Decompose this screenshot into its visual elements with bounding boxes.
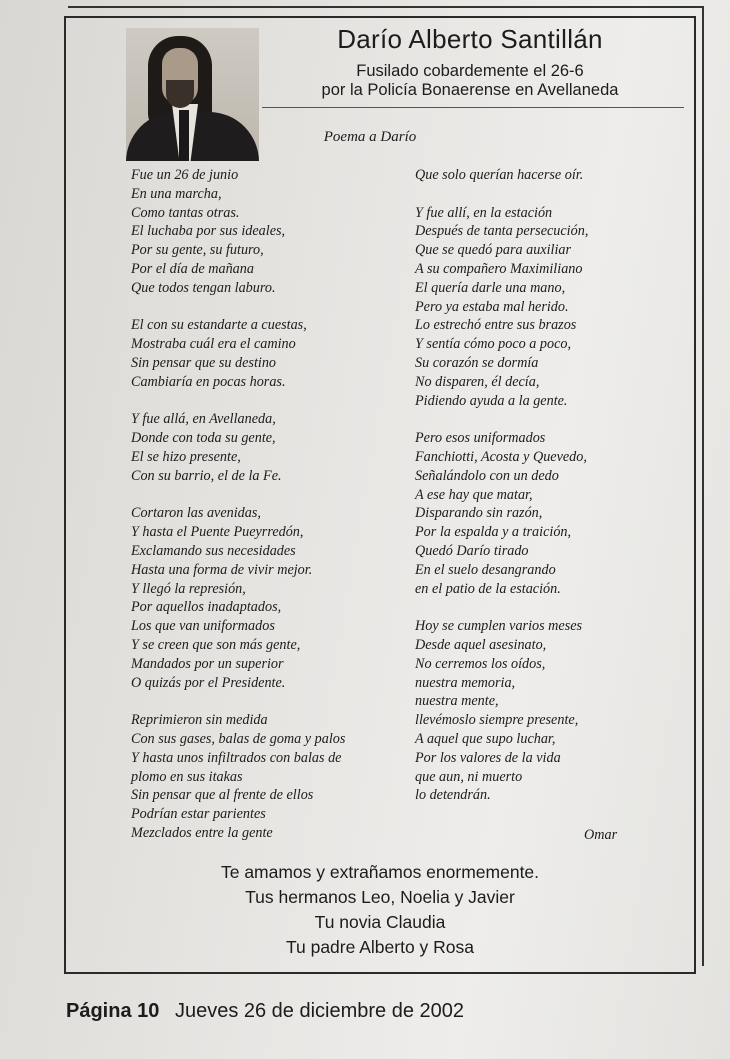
poem-line: Señalándolo con un dedo	[415, 467, 559, 484]
poem-line: Cortaron las avenidas,	[131, 505, 261, 522]
newspaper-brand: Página	[66, 1000, 132, 1022]
poem-line: Fue un 26 de junio	[131, 167, 239, 183]
poem-line: A su compañero Maximiliano	[415, 260, 583, 277]
poem-line: lo detendrán.	[415, 787, 491, 804]
poem-line: Mandados por un superior	[131, 655, 284, 672]
poem-line: A ese hay que matar,	[415, 486, 533, 503]
poem-line: plomo en sus itakas	[131, 768, 243, 785]
poem-line: Sin pensar que al frente de ellos	[131, 787, 314, 804]
poem-line: Por aquellos inadaptados,	[131, 599, 282, 616]
poem-signature: Omar	[584, 827, 618, 843]
poem-line: A aquel que supo luchar,	[415, 730, 556, 747]
poem-left-column	[131, 166, 411, 861]
right-rule	[702, 6, 704, 966]
poem-line: Donde con toda su gente,	[131, 430, 276, 447]
poem-stanza	[131, 504, 411, 692]
portrait-photo	[126, 28, 259, 161]
poem-line: Disparando sin razón,	[415, 505, 543, 522]
poem-line: Desde aquel asesinato,	[415, 636, 547, 653]
poem-line: Mezclados entre la gente	[131, 824, 273, 841]
header-divider	[262, 107, 684, 108]
poem-line: Con sus gases, balas de goma y palos	[131, 730, 346, 747]
poem-stanza	[415, 166, 675, 185]
poem-line: Por su gente, su futuro,	[131, 242, 264, 259]
poem-line: Los que van uniformados	[131, 618, 275, 635]
poem-line: Como tantas otras.	[131, 204, 240, 221]
poem-stanza	[415, 204, 675, 411]
poem-line: nuestra mente,	[415, 693, 499, 710]
poem-line: Pero ya estaba mal herido.	[415, 298, 569, 315]
poem-line: Que se quedó para auxiliar	[415, 242, 572, 259]
page-number: 10	[137, 1000, 160, 1022]
poem-line: en el patio de la estación.	[415, 580, 561, 597]
poem-line: Hoy se cumplen varios meses	[415, 618, 583, 635]
dedication-line: Te amamos y extrañamos enormemente.	[220, 862, 540, 882]
poem-line: El luchaba por sus ideales,	[131, 223, 286, 240]
poem-line: Pero esos uniformados	[415, 430, 546, 447]
poem-line: Después de tanta persecución,	[415, 223, 589, 240]
poem-title: Poema a Darío	[323, 129, 417, 145]
poem-line: Sin pensar que su destino	[131, 354, 277, 371]
poem-line: Con su barrio, el de la Fe.	[131, 467, 282, 484]
poem-line: Pidiendo ayuda a la gente.	[415, 392, 568, 409]
poem-line: En una marcha,	[131, 185, 222, 202]
dedication-line: Tus hermanos Leo, Noelia y Javier	[245, 887, 515, 907]
poem-line: Fanchiotti, Acosta y Quevedo,	[415, 448, 587, 465]
poem-line: Y se creen que son más gente,	[131, 636, 301, 653]
poem-stanza	[131, 166, 411, 298]
top-rule	[68, 6, 704, 8]
poem-line: llevémoslo siempre presente,	[415, 712, 579, 729]
poem-line: Hasta una forma de vivir mejor.	[131, 561, 313, 578]
page-footer	[66, 1000, 464, 1023]
poem-line: Que todos tengan laburo.	[131, 279, 276, 296]
poem-line: Mostraba cuál era el camino	[131, 336, 296, 353]
poem-line: Su corazón se dormía	[415, 354, 539, 371]
poem-line: Y fue allí, en la estación	[415, 204, 553, 221]
poem-line: Quedó Darío tirado	[415, 542, 529, 559]
poem-stanza	[415, 617, 675, 805]
poem-stanza	[131, 410, 411, 485]
poem-line: Por el día de mañana	[131, 260, 254, 277]
poem-line: Exclamando sus necesidades	[131, 542, 296, 559]
poem-stanza	[131, 316, 411, 391]
poem-line: Y llegó la represión,	[131, 580, 246, 597]
poem-line: El se hizo presente,	[131, 448, 241, 465]
poem-right-column	[415, 166, 675, 824]
poem-line: En el suelo desangrando	[415, 561, 556, 578]
poem-stanza	[131, 711, 411, 843]
poem-line: O quizás por el Presidente.	[131, 674, 286, 691]
dedication-line: Tu novia Claudia	[314, 912, 446, 932]
memorial-name: Darío Alberto Santillán	[337, 24, 603, 54]
poem-line: Lo estrechó entre sus brazos	[415, 317, 577, 334]
poem-line: No disparen, él decía,	[415, 373, 540, 390]
dedication-line: Tu padre Alberto y Rosa	[285, 937, 475, 957]
poem-line: Que solo querían hacerse oír.	[415, 167, 584, 183]
poem-line: Por los valores de la vida	[415, 749, 561, 766]
poem-line: Cambiaría en pocas horas.	[131, 373, 286, 390]
poem-stanza	[415, 429, 675, 598]
memorial-subtitle-line2: por la Policía Bonaerense en Avellaneda	[321, 81, 619, 99]
poem-line: Y fue allá, en Avellaneda,	[131, 411, 276, 428]
poem-line: que aun, ni muerto	[415, 768, 523, 785]
poem-line: No cerremos los oídos,	[415, 655, 546, 672]
poem-line: nuestra memoria,	[415, 674, 516, 691]
publication-date: Jueves 26 de diciembre de 2002	[174, 1000, 465, 1022]
poem-line: El con su estandarte a cuestas,	[131, 317, 307, 334]
poem-line: Y hasta unos infiltrados con balas de	[131, 749, 342, 766]
poem-line: Y sentía cómo poco a poco,	[415, 336, 572, 353]
memorial-subtitle-line1: Fusilado cobardemente el 26-6	[356, 62, 584, 80]
poem-line: Y hasta el Puente Pueyrredón,	[131, 524, 304, 541]
poem-line: El quería darle una mano,	[415, 279, 566, 296]
poem-line: Por la espalda y a traición,	[415, 524, 572, 541]
poem-line: Podrían estar parientes	[131, 806, 266, 823]
poem-line: Reprimieron sin medida	[131, 712, 268, 729]
